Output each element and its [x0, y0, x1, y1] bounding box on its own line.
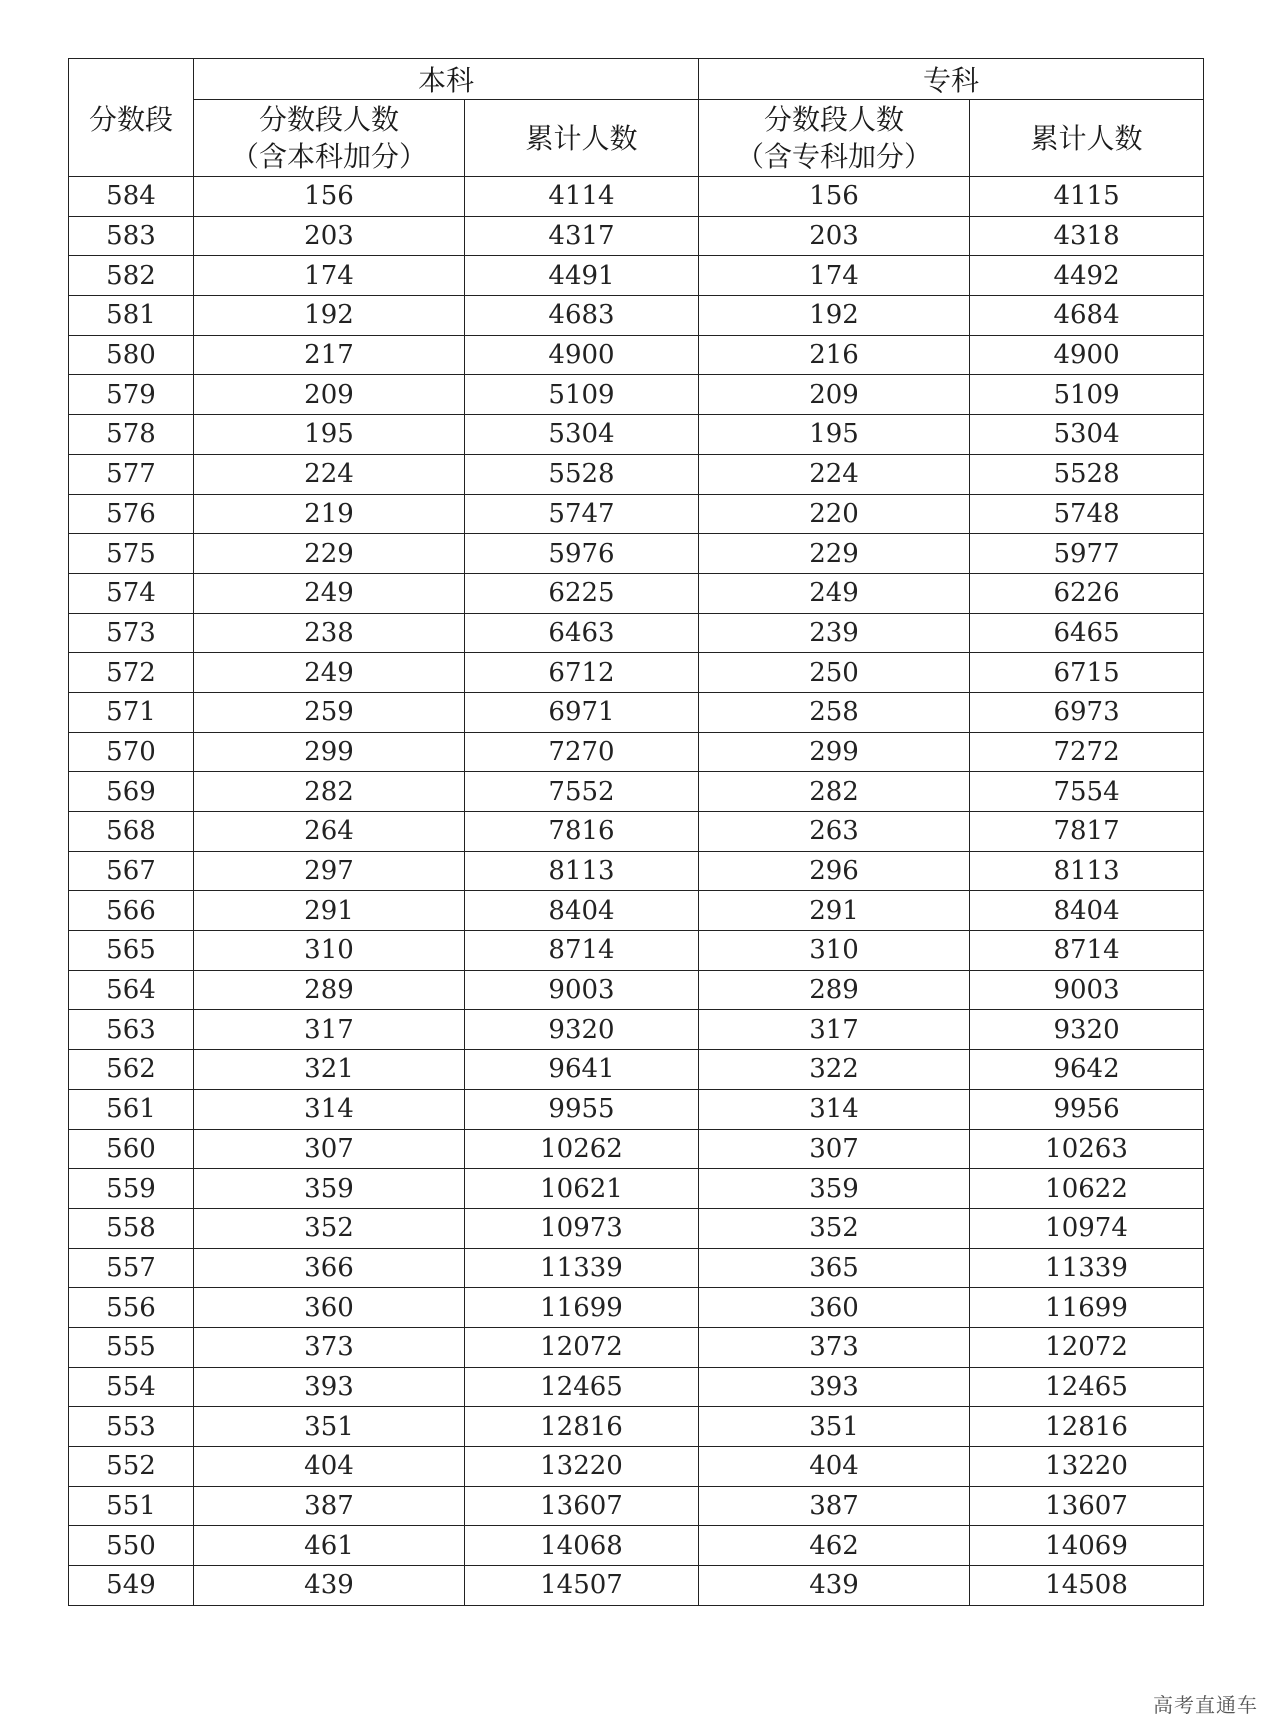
header-group-undergrad: 本科 [194, 59, 699, 100]
score-distribution-table [68, 58, 1204, 1606]
undergrad-cumulative-cell: 6225 [465, 573, 699, 613]
undergrad-count-cell: 314 [194, 1089, 465, 1129]
header-junior-count-line2: （含专科加分） [736, 140, 933, 173]
junior-count-cell: 296 [699, 851, 970, 891]
junior-cumulative-cell: 9320 [970, 1010, 1204, 1050]
score-band-cell: 561 [69, 1089, 194, 1129]
undergrad-count-cell: 359 [194, 1169, 465, 1209]
undergrad-count-cell: 259 [194, 692, 465, 732]
junior-count-cell: 352 [699, 1208, 970, 1248]
junior-cumulative-cell: 5977 [970, 534, 1204, 574]
undergrad-count-cell: 229 [194, 534, 465, 574]
undergrad-count-cell: 307 [194, 1129, 465, 1169]
undergrad-cumulative-cell: 4683 [465, 296, 699, 336]
undergrad-count-cell: 224 [194, 454, 465, 494]
table-row [69, 1169, 1204, 1209]
junior-cumulative-cell: 8404 [970, 891, 1204, 931]
score-band-cell: 579 [69, 375, 194, 415]
junior-cumulative-cell: 11339 [970, 1248, 1204, 1288]
undergrad-cumulative-cell: 5747 [465, 494, 699, 534]
undergrad-cumulative-cell: 11699 [465, 1288, 699, 1328]
undergrad-count-cell: 203 [194, 216, 465, 256]
junior-count-cell: 351 [699, 1407, 970, 1447]
score-band-cell: 570 [69, 732, 194, 772]
junior-count-cell: 365 [699, 1248, 970, 1288]
undergrad-cumulative-cell: 8714 [465, 931, 699, 971]
junior-cumulative-cell: 13220 [970, 1447, 1204, 1487]
table-row [69, 296, 1204, 336]
undergrad-count-cell: 404 [194, 1447, 465, 1487]
junior-cumulative-cell: 6973 [970, 692, 1204, 732]
table-row [69, 1050, 1204, 1090]
score-band-cell: 559 [69, 1169, 194, 1209]
junior-cumulative-cell: 6465 [970, 613, 1204, 653]
junior-count-cell: 310 [699, 931, 970, 971]
header-undergrad-count-line2: （含本科加分） [230, 140, 427, 173]
junior-count-cell: 195 [699, 415, 970, 455]
score-band-cell: 576 [69, 494, 194, 534]
table-row [69, 812, 1204, 852]
table-row [69, 1407, 1204, 1447]
junior-count-cell: 462 [699, 1526, 970, 1566]
undergrad-count-cell: 264 [194, 812, 465, 852]
undergrad-cumulative-cell: 6463 [465, 613, 699, 653]
undergrad-count-cell: 249 [194, 653, 465, 693]
table-body [69, 177, 1204, 1606]
junior-count-cell: 263 [699, 812, 970, 852]
table-row [69, 970, 1204, 1010]
score-band-cell: 575 [69, 534, 194, 574]
undergrad-count-cell: 282 [194, 772, 465, 812]
undergrad-cumulative-cell: 4317 [465, 216, 699, 256]
junior-count-cell: 216 [699, 335, 970, 375]
table-row [69, 494, 1204, 534]
junior-cumulative-cell: 4900 [970, 335, 1204, 375]
junior-count-cell: 314 [699, 1089, 970, 1129]
score-band-cell: 569 [69, 772, 194, 812]
junior-count-cell: 258 [699, 692, 970, 732]
table-row [69, 177, 1204, 217]
table-row [69, 1327, 1204, 1367]
undergrad-count-cell: 317 [194, 1010, 465, 1050]
watermark-text: 高考直通车 [1153, 1693, 1258, 1717]
undergrad-count-cell: 352 [194, 1208, 465, 1248]
junior-cumulative-cell: 14508 [970, 1566, 1204, 1606]
undergrad-count-cell: 192 [194, 296, 465, 336]
junior-count-cell: 203 [699, 216, 970, 256]
score-band-cell: 549 [69, 1566, 194, 1606]
score-band-cell: 566 [69, 891, 194, 931]
junior-count-cell: 373 [699, 1327, 970, 1367]
undergrad-count-cell: 360 [194, 1288, 465, 1328]
score-band-cell: 564 [69, 970, 194, 1010]
header-junior-count [699, 100, 970, 177]
junior-count-cell: 317 [699, 1010, 970, 1050]
junior-cumulative-cell: 7817 [970, 812, 1204, 852]
table-row [69, 732, 1204, 772]
table-row [69, 613, 1204, 653]
junior-count-cell: 291 [699, 891, 970, 931]
table-row [69, 335, 1204, 375]
undergrad-cumulative-cell: 14507 [465, 1566, 699, 1606]
undergrad-count-cell: 209 [194, 375, 465, 415]
undergrad-cumulative-cell: 10621 [465, 1169, 699, 1209]
undergrad-cumulative-cell: 8113 [465, 851, 699, 891]
score-band-cell: 577 [69, 454, 194, 494]
header-junior-cumulative: 累计人数 [970, 100, 1204, 177]
junior-count-cell: 229 [699, 534, 970, 574]
junior-cumulative-cell: 6715 [970, 653, 1204, 693]
score-band-cell: 551 [69, 1486, 194, 1526]
junior-cumulative-cell: 5528 [970, 454, 1204, 494]
junior-cumulative-cell: 12816 [970, 1407, 1204, 1447]
undergrad-count-cell: 174 [194, 256, 465, 296]
junior-count-cell: 220 [699, 494, 970, 534]
score-band-cell: 583 [69, 216, 194, 256]
table-row [69, 1447, 1204, 1487]
table-row [69, 1526, 1204, 1566]
score-band-cell: 562 [69, 1050, 194, 1090]
score-band-cell: 567 [69, 851, 194, 891]
table-row [69, 1486, 1204, 1526]
undergrad-cumulative-cell: 9003 [465, 970, 699, 1010]
junior-count-cell: 156 [699, 177, 970, 217]
junior-cumulative-cell: 7554 [970, 772, 1204, 812]
table-header [69, 59, 1204, 177]
junior-cumulative-cell: 13607 [970, 1486, 1204, 1526]
junior-cumulative-cell: 5109 [970, 375, 1204, 415]
junior-cumulative-cell: 9003 [970, 970, 1204, 1010]
undergrad-count-cell: 217 [194, 335, 465, 375]
table-row [69, 1288, 1204, 1328]
score-band-cell: 555 [69, 1327, 194, 1367]
undergrad-count-cell: 393 [194, 1367, 465, 1407]
table-row [69, 1208, 1204, 1248]
table-row [69, 692, 1204, 732]
score-band-cell: 568 [69, 812, 194, 852]
undergrad-cumulative-cell: 5109 [465, 375, 699, 415]
table-row [69, 1089, 1204, 1129]
table-row [69, 1367, 1204, 1407]
table-row [69, 1566, 1204, 1606]
undergrad-cumulative-cell: 4491 [465, 256, 699, 296]
score-band-cell: 581 [69, 296, 194, 336]
junior-count-cell: 239 [699, 613, 970, 653]
score-band-cell: 553 [69, 1407, 194, 1447]
junior-cumulative-cell: 10622 [970, 1169, 1204, 1209]
junior-cumulative-cell: 9956 [970, 1089, 1204, 1129]
junior-cumulative-cell: 5748 [970, 494, 1204, 534]
score-band-cell: 550 [69, 1526, 194, 1566]
score-band-cell: 584 [69, 177, 194, 217]
undergrad-cumulative-cell: 9320 [465, 1010, 699, 1050]
undergrad-count-cell: 461 [194, 1526, 465, 1566]
table-row [69, 891, 1204, 931]
junior-count-cell: 174 [699, 256, 970, 296]
junior-cumulative-cell: 10263 [970, 1129, 1204, 1169]
table-row [69, 216, 1204, 256]
undergrad-cumulative-cell: 9641 [465, 1050, 699, 1090]
undergrad-cumulative-cell: 5976 [465, 534, 699, 574]
undergrad-cumulative-cell: 5304 [465, 415, 699, 455]
score-band-cell: 580 [69, 335, 194, 375]
junior-count-cell: 360 [699, 1288, 970, 1328]
junior-count-cell: 289 [699, 970, 970, 1010]
score-band-cell: 563 [69, 1010, 194, 1050]
header-group-junior: 专科 [699, 59, 1204, 100]
undergrad-count-cell: 321 [194, 1050, 465, 1090]
undergrad-count-cell: 439 [194, 1566, 465, 1606]
undergrad-cumulative-cell: 4114 [465, 177, 699, 217]
table-row [69, 454, 1204, 494]
table-row [69, 1129, 1204, 1169]
junior-cumulative-cell: 12072 [970, 1327, 1204, 1367]
score-band-cell: 552 [69, 1447, 194, 1487]
score-band-cell: 572 [69, 653, 194, 693]
header-score-band: 分数段 [69, 59, 194, 177]
undergrad-cumulative-cell: 9955 [465, 1089, 699, 1129]
junior-count-cell: 359 [699, 1169, 970, 1209]
undergrad-count-cell: 195 [194, 415, 465, 455]
undergrad-cumulative-cell: 13220 [465, 1447, 699, 1487]
header-undergrad-cumulative: 累计人数 [465, 100, 699, 177]
junior-cumulative-cell: 14069 [970, 1526, 1204, 1566]
undergrad-cumulative-cell: 7816 [465, 812, 699, 852]
undergrad-count-cell: 219 [194, 494, 465, 534]
undergrad-cumulative-cell: 11339 [465, 1248, 699, 1288]
undergrad-count-cell: 291 [194, 891, 465, 931]
undergrad-count-cell: 387 [194, 1486, 465, 1526]
undergrad-cumulative-cell: 12072 [465, 1327, 699, 1367]
score-band-cell: 554 [69, 1367, 194, 1407]
table-row [69, 931, 1204, 971]
undergrad-count-cell: 249 [194, 573, 465, 613]
junior-cumulative-cell: 7272 [970, 732, 1204, 772]
junior-count-cell: 322 [699, 1050, 970, 1090]
junior-count-cell: 393 [699, 1367, 970, 1407]
junior-count-cell: 249 [699, 573, 970, 613]
score-band-cell: 565 [69, 931, 194, 971]
undergrad-count-cell: 289 [194, 970, 465, 1010]
undergrad-cumulative-cell: 5528 [465, 454, 699, 494]
junior-count-cell: 209 [699, 375, 970, 415]
undergrad-cumulative-cell: 10262 [465, 1129, 699, 1169]
undergrad-count-cell: 238 [194, 613, 465, 653]
undergrad-cumulative-cell: 14068 [465, 1526, 699, 1566]
junior-cumulative-cell: 6226 [970, 573, 1204, 613]
header-junior-count-line1: 分数段人数 [764, 103, 905, 136]
junior-cumulative-cell: 12465 [970, 1367, 1204, 1407]
junior-cumulative-cell: 4684 [970, 296, 1204, 336]
junior-count-cell: 224 [699, 454, 970, 494]
undergrad-cumulative-cell: 12816 [465, 1407, 699, 1447]
score-band-cell: 560 [69, 1129, 194, 1169]
undergrad-count-cell: 310 [194, 931, 465, 971]
table-row [69, 534, 1204, 574]
table-row [69, 851, 1204, 891]
junior-count-cell: 282 [699, 772, 970, 812]
undergrad-cumulative-cell: 12465 [465, 1367, 699, 1407]
table-row [69, 573, 1204, 613]
table-row [69, 375, 1204, 415]
undergrad-cumulative-cell: 7270 [465, 732, 699, 772]
header-undergrad-count [194, 100, 465, 177]
table-row [69, 1010, 1204, 1050]
table-row [69, 256, 1204, 296]
score-band-cell: 571 [69, 692, 194, 732]
junior-count-cell: 192 [699, 296, 970, 336]
undergrad-count-cell: 297 [194, 851, 465, 891]
undergrad-count-cell: 156 [194, 177, 465, 217]
junior-count-cell: 299 [699, 732, 970, 772]
undergrad-count-cell: 351 [194, 1407, 465, 1447]
undergrad-cumulative-cell: 7552 [465, 772, 699, 812]
junior-cumulative-cell: 4318 [970, 216, 1204, 256]
junior-count-cell: 439 [699, 1566, 970, 1606]
score-band-cell: 558 [69, 1208, 194, 1248]
junior-cumulative-cell: 5304 [970, 415, 1204, 455]
score-band-cell: 578 [69, 415, 194, 455]
junior-cumulative-cell: 9642 [970, 1050, 1204, 1090]
table-row [69, 415, 1204, 455]
table-row [69, 772, 1204, 812]
score-band-cell: 557 [69, 1248, 194, 1288]
score-band-cell: 574 [69, 573, 194, 613]
junior-count-cell: 404 [699, 1447, 970, 1487]
undergrad-count-cell: 299 [194, 732, 465, 772]
undergrad-count-cell: 366 [194, 1248, 465, 1288]
undergrad-cumulative-cell: 6971 [465, 692, 699, 732]
score-band-cell: 556 [69, 1288, 194, 1328]
table-row [69, 653, 1204, 693]
junior-count-cell: 250 [699, 653, 970, 693]
undergrad-count-cell: 373 [194, 1327, 465, 1367]
undergrad-cumulative-cell: 10973 [465, 1208, 699, 1248]
junior-cumulative-cell: 4492 [970, 256, 1204, 296]
score-band-cell: 573 [69, 613, 194, 653]
junior-count-cell: 387 [699, 1486, 970, 1526]
undergrad-cumulative-cell: 6712 [465, 653, 699, 693]
junior-cumulative-cell: 4115 [970, 177, 1204, 217]
undergrad-cumulative-cell: 4900 [465, 335, 699, 375]
header-undergrad-count-line1: 分数段人数 [258, 103, 399, 136]
table-row [69, 1248, 1204, 1288]
score-distribution-table-container [68, 58, 1203, 1606]
junior-count-cell: 307 [699, 1129, 970, 1169]
junior-cumulative-cell: 8113 [970, 851, 1204, 891]
junior-cumulative-cell: 8714 [970, 931, 1204, 971]
junior-cumulative-cell: 11699 [970, 1288, 1204, 1328]
undergrad-cumulative-cell: 13607 [465, 1486, 699, 1526]
undergrad-cumulative-cell: 8404 [465, 891, 699, 931]
junior-cumulative-cell: 10974 [970, 1208, 1204, 1248]
score-band-cell: 582 [69, 256, 194, 296]
